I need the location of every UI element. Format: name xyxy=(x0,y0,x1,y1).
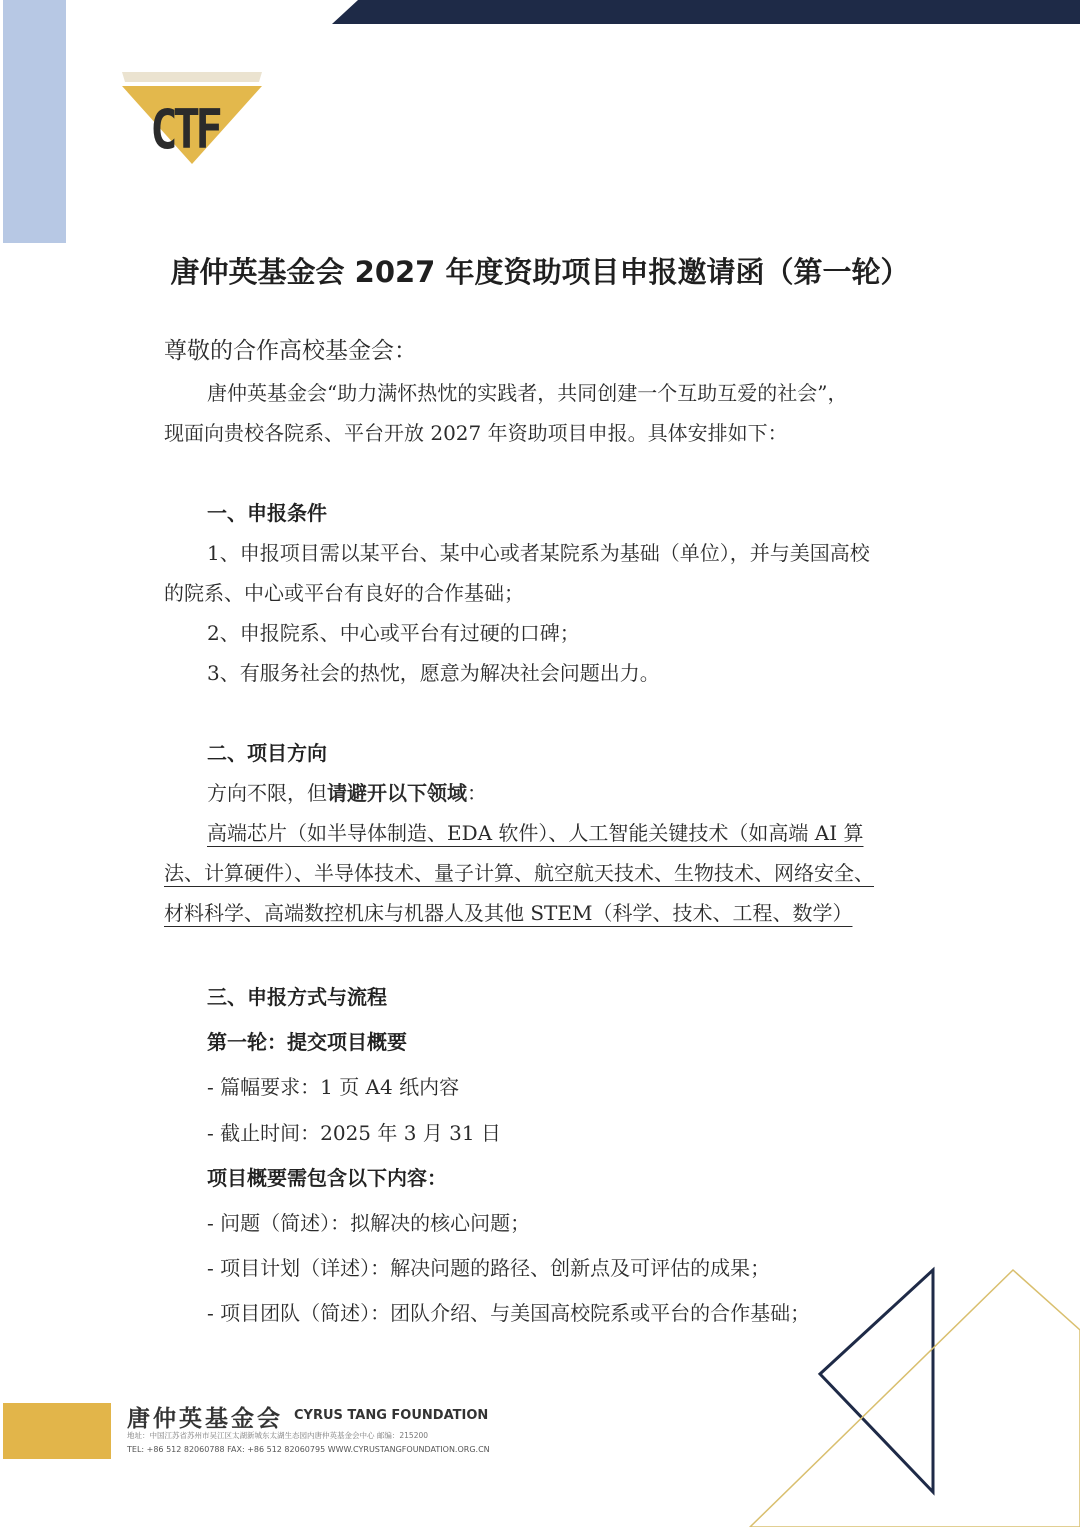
direction-lead-plain: 方向不限，但 xyxy=(207,781,327,805)
section-1-heading: 一、申报条件 xyxy=(207,501,327,525)
condition-2: 2、申报院系、中心或平台有过硬的口碑； xyxy=(207,621,580,645)
content-plan: - 项目计划（详述）：解决问题的路径、创新点及可评估的成果； xyxy=(207,1256,771,1280)
avoid-fields-line-3: 材料科学、高端数控机床与机器人及其他 STEM（科学、技术、工程、数学） xyxy=(164,901,853,925)
requirement-length: - 篇幅要求：1 页 A4 纸内容 xyxy=(207,1075,460,1099)
content-problem: - 问题（简述）：拟解决的核心问题； xyxy=(207,1211,531,1235)
section-3-heading: 三、申报方式与流程 xyxy=(207,985,387,1009)
content-heading: 项目概要需包含以下内容： xyxy=(207,1166,447,1190)
round-1-label: 第一轮：提交项目概要 xyxy=(207,1030,407,1054)
corner-triangles-decoration xyxy=(740,1260,1080,1527)
condition-1-line-1: 1、申报项目需以某平台、某中心或者某院系为基础（单位），并与美国高校 xyxy=(207,541,870,565)
document-title: 唐仲英基金会 2027 年度资助项目申报邀请函（第一轮） xyxy=(170,255,910,289)
direction-lead xyxy=(207,778,487,808)
direction-lead-colon: ： xyxy=(467,781,487,805)
section-2-heading: 二、项目方向 xyxy=(207,741,327,765)
intro-line-1: 唐仲英基金会“助力满怀热忱的实践者，共同创建一个互助互爱的社会”， xyxy=(207,381,848,405)
footer-org-name-en: CYRUS TANG FOUNDATION xyxy=(294,1408,489,1423)
footer-address: 地址：中国江苏省苏州市吴江区太湖新城东太湖生态园内唐仲英基金会中心 邮编：215200 xyxy=(127,1431,429,1440)
condition-1-line-2: 的院系、中心或平台有良好的合作基础； xyxy=(164,581,524,605)
avoid-fields-line-2: 法、计算硬件）、半导体技术、量子计算、航空航天技术、生物技术、网络安全、 xyxy=(164,861,874,885)
footer-accent-block xyxy=(3,1403,111,1459)
requirement-deadline: - 截止时间：2025 年 3 月 31 日 xyxy=(207,1121,501,1145)
avoid-fields-line-1: 高端芯片（如半导体制造、EDA 软件）、人工智能关键技术（如高端 AI 算 xyxy=(207,821,864,845)
direction-lead-bold: 请避开以下领域 xyxy=(327,781,467,805)
logo-text: CTF xyxy=(150,98,218,161)
footer-org-name-cn: 唐仲英基金会 xyxy=(127,1405,283,1432)
intro-line-2: 现面向贵校各院系、平台开放 2027 年资助项目申报。具体安排如下： xyxy=(164,421,788,445)
left-accent-bar xyxy=(3,0,66,243)
condition-3: 3、有服务社会的热忱，愿意为解决社会问题出力。 xyxy=(207,661,660,685)
salutation: 尊敬的合作高校基金会： xyxy=(164,338,417,364)
content-team: - 项目团队（简述）：团队介绍、与美国高校院系或平台的合作基础； xyxy=(207,1301,811,1325)
top-navy-band xyxy=(0,0,1080,24)
footer-contact: TEL: +86 512 82060788 FAX: +86 512 82060795 WWW.CYRUSTANGFOUNDATION.ORG.CN xyxy=(127,1445,490,1454)
